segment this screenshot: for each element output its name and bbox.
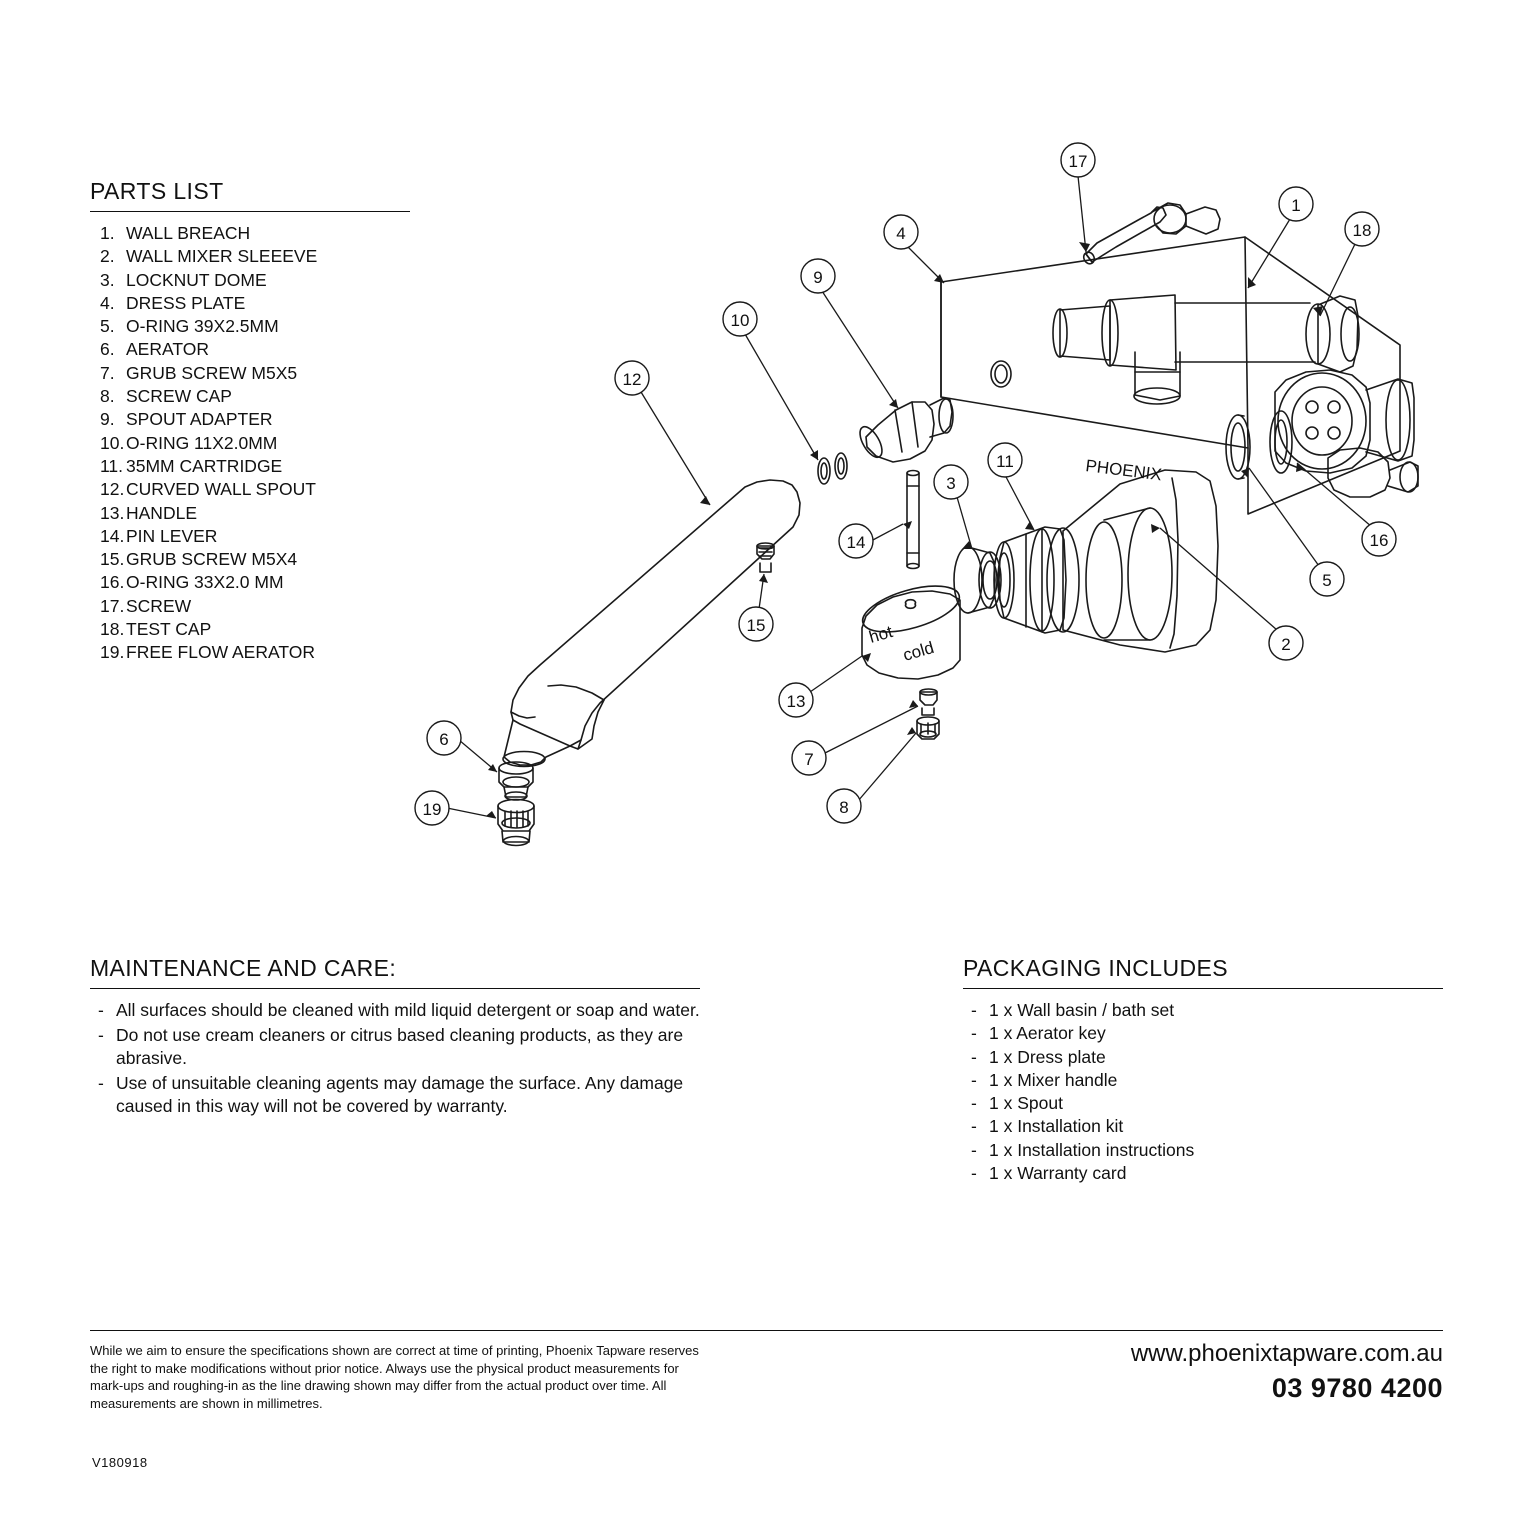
callout-18 xyxy=(1345,212,1379,246)
part-number: 19. xyxy=(100,642,125,663)
document-version: V180918 xyxy=(92,1455,148,1470)
maintenance-items xyxy=(90,999,700,1118)
part-number: 1. xyxy=(100,223,115,243)
list-item xyxy=(100,269,410,292)
list-item: - 1 x Installation instructions xyxy=(963,1139,1443,1162)
part-spout-adapter xyxy=(856,398,953,462)
part-number: 4. xyxy=(100,292,115,313)
part-number: 8. xyxy=(100,386,115,407)
part-o-ring-33x2 xyxy=(1270,411,1292,473)
callout-19 xyxy=(415,791,449,825)
callout-label: 16 xyxy=(1369,531,1389,550)
part-number: 9. xyxy=(100,409,115,430)
list-item xyxy=(100,502,410,525)
callout-6 xyxy=(427,721,461,755)
callout-label: 19 xyxy=(422,800,442,819)
part-label: SCREW xyxy=(126,595,192,616)
packaging-items xyxy=(963,999,1443,1185)
list-item xyxy=(100,315,410,338)
part-label: O-RING 39X2.5MM xyxy=(126,316,279,337)
part-handle xyxy=(858,577,965,679)
callout-label: 15 xyxy=(746,616,766,635)
part-label: O-RING 11X2.0MM xyxy=(126,432,278,453)
list-item xyxy=(100,455,410,478)
list-item: - Do not use cream cleaners or citrus based cleaning products, as they are abrasive. xyxy=(90,1024,700,1070)
callout-bubbles xyxy=(415,143,1396,825)
part-label: LOCKNUT DOME xyxy=(126,269,267,290)
list-item xyxy=(100,338,410,361)
divider xyxy=(90,988,700,989)
part-grub-screw-m5x5 xyxy=(920,689,937,715)
part-free-flow-aerator xyxy=(498,800,534,846)
part-number: 14. xyxy=(100,525,125,546)
part-label: TEST CAP xyxy=(126,619,212,640)
part-number: 7. xyxy=(100,362,115,383)
divider xyxy=(963,988,1443,989)
part-label: DRESS PLATE xyxy=(126,292,246,313)
maintenance-title: MAINTENANCE AND CARE: xyxy=(90,955,397,981)
list-item xyxy=(100,525,410,548)
callout-label: 11 xyxy=(996,452,1014,471)
callout-15 xyxy=(739,607,773,641)
part-label: O-RING 33X2.0 MM xyxy=(126,572,284,593)
list-item: - 1 x Aerator key xyxy=(963,1022,1443,1045)
callout-label: 14 xyxy=(846,533,866,552)
part-aerator xyxy=(499,762,533,800)
callout-13 xyxy=(779,683,813,717)
part-number: 13. xyxy=(100,502,125,523)
list-item xyxy=(100,571,410,594)
part-number: 15. xyxy=(100,549,125,570)
callout-label: 10 xyxy=(730,311,750,330)
list-item xyxy=(100,385,410,408)
exploded-assembly-diagram xyxy=(400,120,1500,880)
callout-label: 4 xyxy=(896,224,906,243)
part-number: 16. xyxy=(100,572,125,593)
part-label: WALL MIXER SLEEEVE xyxy=(126,246,318,267)
part-label: GRUB SCREW M5X5 xyxy=(126,362,298,383)
part-label: AERATOR xyxy=(126,339,209,360)
part-label: GRUB SCREW M5X4 xyxy=(126,549,298,570)
divider xyxy=(90,211,410,212)
part-screw xyxy=(1082,203,1220,266)
callout-label: 8 xyxy=(839,798,849,817)
callout-4 xyxy=(884,215,918,249)
part-number: 6. xyxy=(100,339,115,360)
list-item: - 1 x Mixer handle xyxy=(963,1069,1443,1092)
callout-1 xyxy=(1279,187,1313,221)
callout-label: 12 xyxy=(622,370,642,389)
part-label: 35MM CARTRIDGE xyxy=(126,455,283,476)
part-grub-screw-m5x4 xyxy=(757,543,774,572)
maintenance-section xyxy=(90,955,700,1120)
part-label: HANDLE xyxy=(126,502,197,523)
part-number: 11. xyxy=(100,455,124,476)
list-item: - Use of unsuitable cleaning agents may damage the surface. Any damage caused in this way will not be covered by warranty. xyxy=(90,1072,700,1118)
part-o-ring-11x2 xyxy=(818,453,847,484)
callout-2 xyxy=(1269,626,1303,660)
callout-arrowheads xyxy=(486,242,1323,818)
part-label: PIN LEVER xyxy=(126,525,218,546)
callout-label: 18 xyxy=(1352,221,1372,240)
part-35mm-cartridge xyxy=(994,527,1066,633)
list-item xyxy=(100,595,410,618)
part-number: 5. xyxy=(100,316,115,337)
callout-label: 5 xyxy=(1322,571,1332,590)
callout-5 xyxy=(1310,562,1344,596)
part-number: 18. xyxy=(100,619,125,640)
part-wall-mixer-sleeve xyxy=(1047,470,1218,652)
callout-label: 1 xyxy=(1291,196,1301,215)
callout-leaders xyxy=(447,176,1372,818)
callout-17 xyxy=(1061,143,1095,177)
list-item xyxy=(100,408,410,431)
callout-3 xyxy=(934,465,968,499)
list-item xyxy=(100,432,410,455)
parts-list-section xyxy=(90,178,410,665)
callout-label: 6 xyxy=(439,730,449,749)
callout-12 xyxy=(615,361,649,395)
list-item: - All surfaces should be cleaned with mild liquid detergent or soap and water. xyxy=(90,999,700,1022)
part-number: 3. xyxy=(100,269,115,290)
list-item xyxy=(100,222,410,245)
website-link[interactable]: www.phoenixtapware.com.au xyxy=(1130,1340,1443,1367)
svg-text:cold: cold xyxy=(900,637,937,665)
list-item xyxy=(100,618,410,641)
list-item xyxy=(100,641,410,664)
callout-11 xyxy=(988,443,1022,477)
list-item xyxy=(100,245,410,268)
part-number: 17. xyxy=(100,595,125,616)
callout-8 xyxy=(827,789,861,823)
part-number: 2. xyxy=(100,246,115,267)
callout-label: 7 xyxy=(804,750,814,769)
phone-number: 03 9780 4200 xyxy=(1271,1373,1443,1403)
callout-label: 3 xyxy=(946,474,956,493)
callout-label: 13 xyxy=(786,692,806,711)
callout-label: 17 xyxy=(1068,152,1088,171)
part-number: 12. xyxy=(100,479,125,500)
list-item: - 1 x Wall basin / bath set xyxy=(963,999,1443,1022)
callout-label: 2 xyxy=(1281,635,1291,654)
part-label: FREE FLOW AERATOR xyxy=(126,642,315,663)
list-item xyxy=(100,478,410,501)
parts-list-title: PARTS LIST xyxy=(90,178,224,204)
list-item xyxy=(100,362,410,385)
list-item: - 1 x Warranty card xyxy=(963,1162,1443,1185)
part-label: CURVED WALL SPOUT xyxy=(126,479,316,500)
part-label: SPOUT ADAPTER xyxy=(126,409,273,430)
part-label: SCREW CAP xyxy=(126,386,232,407)
part-pin-lever xyxy=(907,471,919,569)
list-item: - 1 x Installation kit xyxy=(963,1115,1443,1138)
packaging-title: PACKAGING INCLUDES xyxy=(963,955,1228,981)
footer-divider xyxy=(90,1330,1443,1331)
list-item: - 1 x Dress plate xyxy=(963,1046,1443,1069)
part-label: WALL BREACH xyxy=(126,223,251,243)
list-item: - 1 x Spout xyxy=(963,1092,1443,1115)
callout-14 xyxy=(839,524,873,558)
brand-mark: PHOENIX xyxy=(1084,456,1163,485)
part-screw-cap xyxy=(917,717,939,739)
list-item xyxy=(100,292,410,315)
part-number: 10. xyxy=(100,432,125,453)
contact-block xyxy=(1131,1338,1443,1406)
callout-16 xyxy=(1362,522,1396,556)
disclaimer-text: While we aim to ensure the specifications shown are correct at time of printing, Phoenix Tapware reserves the right to make modifications without prior notice. Always use the physical product measurements for mark-ups and roughing-in as the line drawing shown may differ from the actual product over time. All measurements are shown in millimetres. xyxy=(90,1343,699,1411)
list-item xyxy=(100,548,410,571)
callout-label: 9 xyxy=(813,268,823,287)
callout-7 xyxy=(792,741,826,775)
packaging-section xyxy=(963,955,1443,1185)
callout-10 xyxy=(723,302,757,336)
callout-9 xyxy=(801,259,835,293)
parts-list-items xyxy=(90,222,410,665)
svg-text:hot: hot xyxy=(866,622,895,647)
